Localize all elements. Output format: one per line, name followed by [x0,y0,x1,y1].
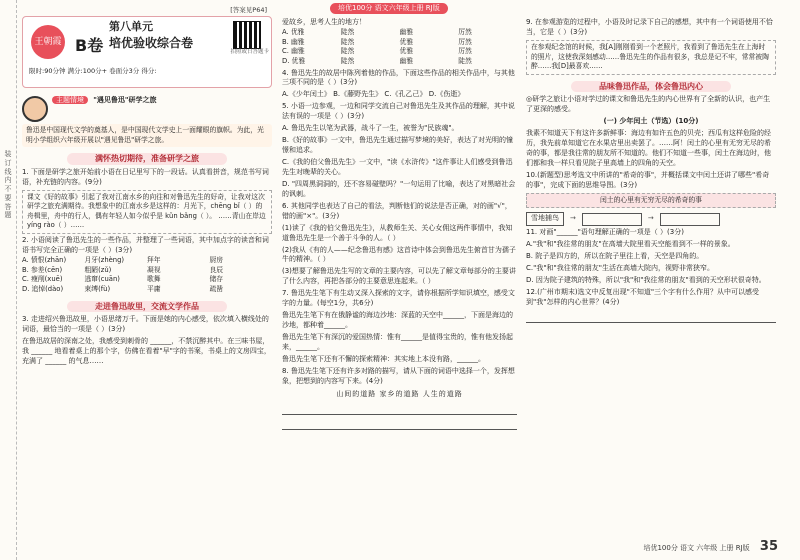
q2-option[interactable]: B. 参差(cēn) [22,265,63,274]
exam-title: 培优验收综合卷 [109,36,194,50]
topic-title: "遇见鲁迅"研学之旅 [93,96,157,104]
q3-option: 厉然 [458,37,472,46]
topic-row [22,96,272,122]
q11-option-b[interactable]: B. 院子是四方的，所以在院子里往上看，天空是四角的。 [526,252,704,261]
q3-option[interactable]: A. 优雅 [282,27,305,36]
unit-title: 第八单元 [109,20,153,33]
question-4: 4. 鲁迅先生的故居中陈列着他的作品，下面这些作品的相关作品中，与其他三项不同的是（ ）(3分) [282,68,515,87]
question-2-options [22,256,272,295]
mind-map-node: 雪地捕鸟 [526,212,564,226]
q5-option-c[interactable]: C.《我的伯父鲁迅先生》一文中，"读《水浒传》"这件事让人们感受到鲁迅先生对晚辈的关心。 [282,158,513,176]
q2-option: 月牙(zhèng) [84,255,125,264]
q7-line-1: 鲁迅先生笔下有在俄静谧的海边沙地：深蓝的天空中______，下面是海边的沙地，都种着______。 [282,311,513,330]
q3-option: 陡然 [340,27,355,36]
footer-text: 培优100分 语文 六年级 上册 RJ版 [643,543,750,552]
passage-text: 我素不知道天下有这许多新鲜事：海边有如许五色的贝壳；西瓜有这样危险的经历，我先前单知道它在水果店里出卖罢了。……阿！闰土的心里有无穷无尽的希奇的事，都是我往常的朋友所不知道的。他们不知道一些事，闰土在海边时，他们都和我一样只看见院子里高墙上的四角的天空。 [526,128,771,167]
question-1-text: 课文《好的故事》引起了我对江南水乡的向往和对鲁迅先生的好奇，让我对这次研学之旅充满期待。我想象中的江南水乡是这样的：月光下，chēng bǐ（ ）的舟楫里，舟中的行人，偶有年轻人如今似乎是 kǔn bǎng（ ）。 [27,192,265,220]
binding-edge [0,0,17,560]
answer-ref: [答案见P64] [230,6,267,14]
question-10: 10.(新题型)思考选文中所讲的"希奇的事"，并概括课文中闰土还讲了哪些"希奇的事"，完成下面的思维导图。(3分) [526,170,770,189]
q3-option[interactable]: C. 幽雅 [282,47,305,56]
q3-option: 陡然 [458,56,472,65]
question-11: 11. 对画"______"语句理解正确的一项是（ ）(3分) [526,228,684,237]
question-12: 12.(广州市期末)选文中反复出现"不知道"三个字有什么作用？从中可以感受到"我"怎样的内心世界？(4分) [526,287,760,306]
q6-item-1: (1)读了《我的伯父鲁迅先生》，从教师生关、关心女佣这两件事情中，我知道鲁迅先生是一个善于斗争的人。（ ） [282,223,513,242]
mind-map-node[interactable] [582,213,642,226]
question-9: 9. 在参观游览的过程中，小语及时记录下自己的感想，其中有一个词语使用不恰当，它是（ ）(3分) [526,18,773,36]
q5-option-d[interactable]: D. "四周黑洞洞的，还不容易碰壁吗？"一句运用了比喻，表达了对黑暗社会的讽刺。 [282,179,516,198]
qr-code-icon [233,21,261,49]
exam-meta: 限时:90分钟 满分:100分+ 卷面分3分 得分: [29,67,157,75]
top-banner: 培优100分 语文六年级上册 RJ版 [330,3,448,14]
student-avatar-icon [22,96,48,122]
q11-option-a[interactable]: A."我"和"我往常的朋友"在高墙大院里看天空能看到不一样的景象。 [526,240,735,249]
q3-option: 优雅 [399,37,414,46]
column-1 [22,6,272,542]
topic-intro: 鲁迅是中国现代文学的奠基人，是中国现代文学史上一面耀眼的旗帜。为此，光明小学组织六年级开展以"遇见鲁迅"研学之旅。 [22,124,272,147]
topic-badge: 主题情境 [52,96,88,104]
q3-option: 厉然 [458,47,472,56]
answer-line[interactable] [282,402,517,415]
question-7: 7. 鲁迅先生笔下有生动又深入探索的文字，请你根据所学知识填空，感受文字的力量。(每空1分，共6分) [282,289,515,308]
q3-option: 陡然 [340,37,355,46]
question-4-options: A.《少年闰土》 B.《藤野先生》 C.《孔乙己》 D.《伤逝》 [282,90,465,99]
passage-title: (一) 少年闰土（节选）(10分) [603,117,699,126]
q3-option[interactable]: B. 幽雅 [282,37,305,46]
q2-option: 歌舞 [147,275,161,284]
answer-line[interactable] [526,310,776,323]
question-1: 1. 下面是研学之旅开始前小语在日记里写下的一段话。认真看拼音，规范书写词语，补充链的内容。(9分) [22,167,269,186]
page-footer [643,538,778,556]
question-5: 5. 小语一边参观，一边和同学交流自己对鲁迅先生及其作品的理解，其中说法有误的一项是（ ）(3分) [282,102,515,121]
q2-option[interactable]: C. 瘦削(xuē) [22,275,63,284]
answer-line[interactable] [282,417,517,430]
q6-item-2: (2)我从《有的人——纪念鲁迅有感》这首诗中体会到鲁迅先生俯首甘为孺子牛的精神。（ ） [282,245,516,264]
question-8: 8. 鲁迅先生笔下还有许多对路的描写，请从下面的词语中选择一个，发挥想象，把想到的内容写下来。(4分) [282,366,515,385]
q2-option: 厨房 [209,255,224,264]
section-title-2: 走进鲁迅故里，交流文学作品 [67,301,227,312]
q3-option: 幽雅 [399,56,414,65]
q2-option: 储存 [209,275,224,284]
q2-option: 粗陋(zǔ) [84,265,112,274]
exam-header [22,6,272,88]
column-2 [282,16,517,542]
q2-option: 凝视 [147,265,161,274]
q3-option: 优雅 [399,47,414,56]
question-1-passage [22,190,272,235]
q5-option-a[interactable]: A. 鲁迅先生以笔为武器，战斗了一生，被誉为"民族魂"。 [282,124,459,133]
q6-item-3: (3)想要了解鲁迅先生写的文章的主要内容，可以先了解文章每部分的主要讲了什么内容，再把各部分的主要意思连起来。（ ） [282,267,516,286]
section-3-intro: ◎研学之旅让小语对学过的课文和鲁迅先生的内心世界有了全新的认识，也产生了更深的感受。 [526,95,771,114]
q5-option-b[interactable]: B.《好的故事》一文中，鲁迅先生通过描写梦境的美好，表达了对光明的憧憬和追求。 [282,136,514,155]
q2-option[interactable]: A. 愤恨(zhān) [22,255,67,264]
q2-option: 束缚(fù) [84,284,111,293]
qr-caption: 拍照或日答题卡 [230,49,269,55]
arrow-right-icon: → [647,214,654,223]
question-3-text: 在鲁迅故居的深南之处，我感受到刺骨的 ______，不禁沉醉其中。在三味书屋，我 ______ 地看着桌上的那个字，仿佛在看着"早"字的书案，书桌上的文房四宝，充满了 ______ 的气息…… [22,336,271,365]
q7-line-3: 鲁迅先生笔下还有不懈的探索精神：其实地上本没有路，______。 [282,354,485,363]
q2-option: 良辰 [209,265,224,274]
column-3 [526,16,776,542]
question-3-continued: 爱故乡，思考人生的地方！ [282,18,366,26]
question-9-passage: 在参观纪念馆的时候，我[A]刚刚看到一个老照片，我看到了鲁迅先生在上海时的照片，这使我深刻感动……鲁迅先生的作品有很多，我总是记不牢，常常被陶醉……我[D]最喜欢…… [526,40,776,75]
section-title-1: 满怀热切期待，准备研学之旅 [67,153,227,164]
section-title-3: 品味鲁迅作品，体会鲁迅内心 [571,81,731,92]
q2-option: 疏凿 [209,284,224,293]
q7-line-2: 鲁迅先生笔下有深沉的爱国热情：惟有______是值得宝贵的，惟有他发扬起来，______。 [282,333,513,351]
q8-word-choices: 山间的道路 家乡的道路 人生的道路 [336,389,463,398]
q2-option: 拜年 [147,255,161,264]
q11-option-c[interactable]: C."我"和"我往常的朋友"生活在高墙大院内，视野非常狭窄。 [526,263,714,272]
question-3: 3. 走进绍兴鲁迅故里，小语思绪万千。下面是她的内心感受，依次填入横线处的词语，最恰当的一项是（ ）(3分) [22,314,269,333]
q3-option: 陡然 [340,56,355,65]
question-2: 2. 小语阅读了鲁迅先生的一些作品，并整理了一些词语，其中加点字的读音和词语书写完全正确的一项是（ ）(3分) [22,236,269,255]
q2-option: 平庸 [147,284,161,293]
q2-option[interactable]: D. 追悼(dào) [22,284,64,293]
arrow-right-icon: → [570,214,576,223]
q3-option: 厉然 [458,27,472,36]
question-6: 6. 其他同学也表达了自己的看法，判断他们的说法是否正确，对的画"√"，错的画"×"。(3分) [282,201,512,220]
question-1-text-2: ……青山在岸边 yíng rào（ ）…… [27,211,266,230]
question-3-options [282,28,517,67]
mind-map-nodes [526,212,776,226]
mind-map-root: 闰土的心里有无穷无尽的希奇的事 [526,193,776,209]
q3-option: 幽雅 [399,27,414,36]
volume-label: B卷 [75,36,104,55]
page-number: 35 [759,538,778,554]
q11-option-d[interactable]: D. 因为院子建筑的特殊，所以"我"和"我往常的朋友"看到的天空形状很奇特。 [526,275,766,284]
binding-text: 装订线内不要答题 [4,150,12,220]
q3-option[interactable]: D. 优雅 [282,56,306,65]
brand-logo: 王朝霞 [31,25,65,59]
mind-map-node[interactable] [660,213,720,226]
q2-option: 逃窜(cuān) [84,275,120,284]
q3-option: 陡然 [340,47,355,56]
